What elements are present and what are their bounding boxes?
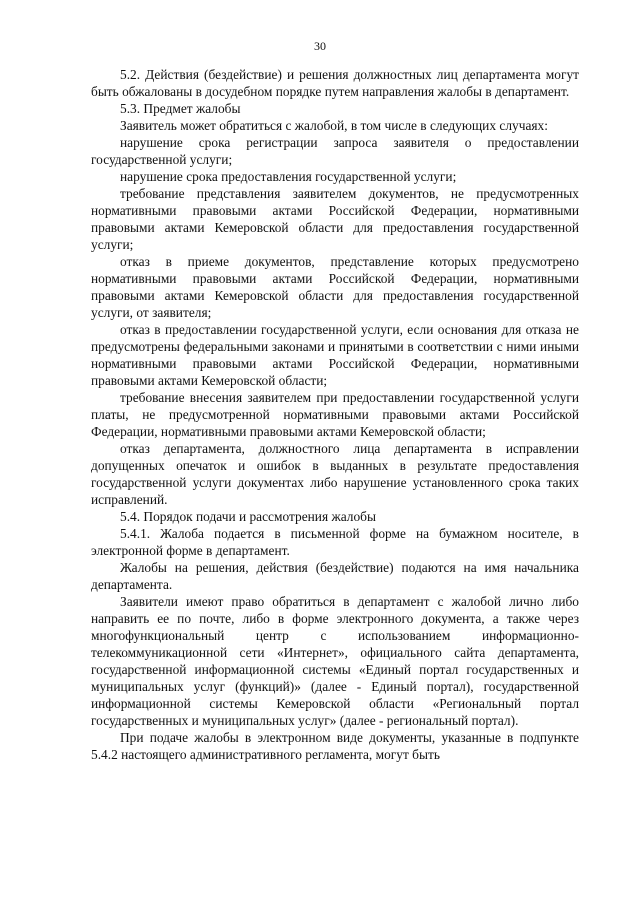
- paragraph-5-2: 5.2. Действия (бездействие) и решения должностных лиц департамента могут быть обжалованы в досудебном порядке путем направления жалобы в департамент.: [91, 67, 579, 99]
- list-item: отказ департамента, должностного лица департамента в исправлении допущенных опечаток и ошибок в выданных в результате предоставления государственной услуги документах либо нарушение установленного срока таких исправлений.: [91, 441, 579, 507]
- list-item: требование представления заявителем документов, не предусмотренных нормативными правовыми актами Российской Федерации, нормативными правовыми актами Кемеровской области для предоставления государственной услуги;: [91, 186, 579, 252]
- paragraph-5-4-1: 5.4.1. Жалоба подается в письменной форме на бумажном носителе, в электронной форме в департамент.: [91, 526, 579, 558]
- list-item: нарушение срока регистрации запроса заявителя о предоставлении государственной услуги;: [91, 135, 579, 167]
- list-item: отказ в предоставлении государственной услуги, если основания для отказа не предусмотрены федеральными законами и принятыми в соответствии с ними иными нормативными правовыми актами Российской Федерации, нормативными правовыми актами Кемеровской области;: [91, 322, 579, 388]
- document-body: [91, 66, 579, 763]
- paragraph-complaint-cases: Заявитель может обратиться с жалобой, в том числе в следующих случаях:: [120, 118, 548, 133]
- list-item: требование внесения заявителем при предоставлении государственной услуги платы, не предусмотренной нормативными правовыми актами Российской Федерации, нормативными правовыми актами Кемеровской области;: [91, 390, 579, 439]
- page-number: 30: [314, 39, 326, 53]
- paragraph: При подаче жалобы в электронном виде документы, указанные в подпункте 5.4.2 настоящего административного регламента, могут быть: [91, 730, 579, 762]
- paragraph: Жалобы на решения, действия (бездействие) подаются на имя начальника департамента.: [91, 560, 579, 592]
- list-item: нарушение срока предоставления государственной услуги;: [120, 169, 457, 184]
- list-item: отказ в приеме документов, представление которых предусмотрено нормативными правовыми актами Российской Федерации, нормативными правовыми актами Кемеровской области для предоставления государственной услуги, от заявителя;: [91, 254, 579, 320]
- section-heading-5-3: 5.3. Предмет жалобы: [120, 101, 241, 116]
- section-heading-5-4: 5.4. Порядок подачи и рассмотрения жалобы: [120, 509, 376, 524]
- paragraph: Заявители имеют право обратиться в департамент с жалобой лично либо направить ее по почте, либо в форме электронного документа, а также через многофункциональный центр с использованием информационно-телекоммуникационной сети «Интернет», официального сайта департамента, государственной информационной системы «Единый портал государственных и муниципальных услуг (функций)» (далее - Единый портал), государственной информационной системы Кемеровской области «Региональный портал государственных и муниципальных услуг» (далее - региональный портал).: [91, 594, 579, 728]
